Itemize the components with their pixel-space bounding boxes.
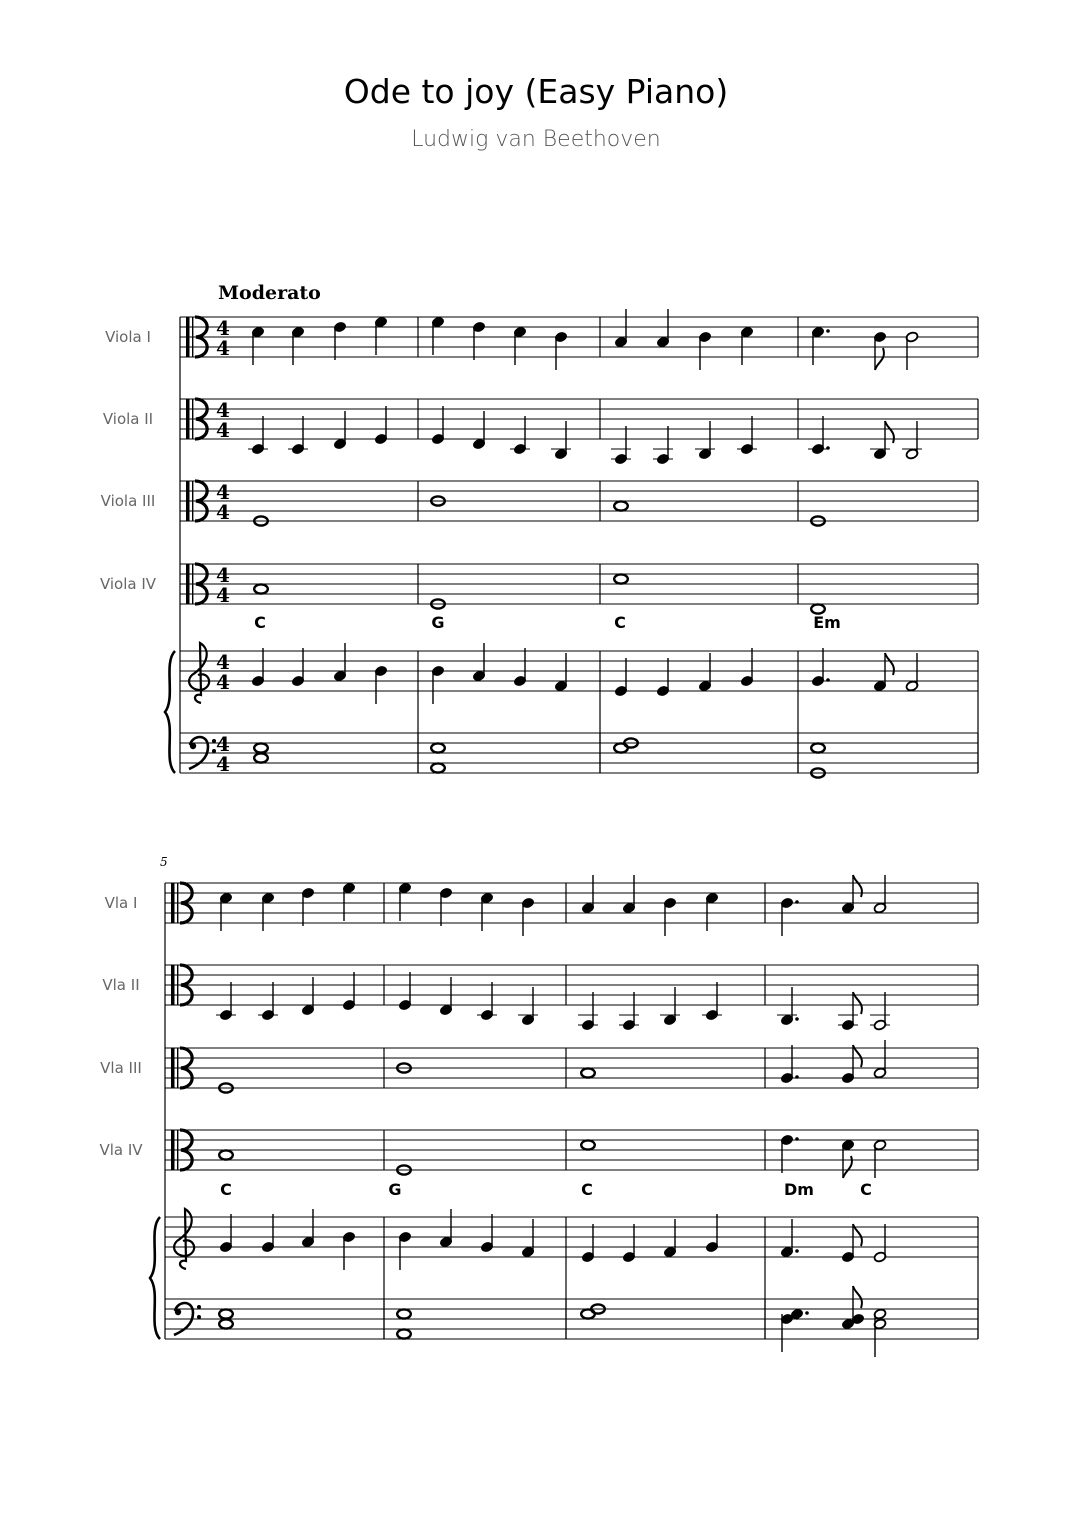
whole-note-head	[254, 743, 268, 752]
staff-label: Vla II	[102, 976, 140, 994]
eighth-flag	[885, 421, 894, 443]
staff-label: Viola II	[102, 410, 154, 428]
chord-symbol: C	[860, 1180, 872, 1199]
staff-4	[99, 1130, 978, 1178]
chord-symbol: C	[254, 613, 266, 632]
whole-note-head	[581, 1140, 595, 1149]
piano-brace	[165, 651, 175, 773]
staff-6	[180, 732, 978, 778]
augmentation-dot	[795, 1075, 799, 1079]
time-signature-top: 4	[216, 650, 230, 674]
time-signature-bottom: 4	[216, 583, 230, 607]
whole-note-head	[219, 1319, 233, 1328]
whole-note-head	[431, 743, 445, 752]
staff-4	[100, 563, 978, 614]
system-1	[100, 309, 978, 778]
time-signature-top: 4	[216, 732, 230, 756]
time-signature-top: 4	[216, 563, 230, 587]
staff-1	[105, 309, 978, 370]
chord-symbol: Dm	[784, 1180, 814, 1199]
music-systems	[99, 309, 978, 1357]
composer-name: Ludwig van Beethoven	[411, 127, 661, 152]
time-signature-bottom: 4	[216, 500, 230, 524]
whole-note-head	[614, 574, 628, 583]
staff-3	[101, 480, 978, 526]
whole-note-head	[219, 1309, 233, 1318]
score-title: Ode to joy (Easy Piano)	[343, 72, 729, 111]
time-signature-bottom: 4	[216, 670, 230, 694]
chord-symbol: C	[220, 1180, 232, 1199]
chord-symbol: G	[431, 613, 445, 632]
whole-note-head	[431, 763, 445, 772]
staff-1	[105, 875, 978, 936]
staff-2	[102, 965, 978, 1031]
staff-3	[100, 1040, 978, 1093]
eighth-flag	[853, 1286, 862, 1308]
whole-note-head	[581, 1068, 595, 1077]
whole-note-head	[254, 584, 268, 593]
system-2	[99, 855, 978, 1357]
piano-brace	[150, 1217, 160, 1339]
staff-label: Vla IV	[99, 1141, 143, 1159]
staff-label: Vla III	[100, 1059, 142, 1077]
staff-label: Vla I	[104, 894, 138, 912]
eighth-flag	[853, 875, 862, 897]
eighth-flag	[843, 1156, 852, 1178]
whole-note-head	[219, 1150, 233, 1159]
augmentation-dot	[795, 1249, 799, 1253]
tempo-marking: Moderato	[218, 282, 321, 304]
time-signature-top: 4	[216, 480, 230, 504]
staff-label: Viola I	[105, 328, 151, 346]
eighth-flag	[885, 653, 894, 675]
augmentation-dot	[795, 1137, 799, 1141]
time-signature-bottom: 4	[216, 336, 230, 360]
staff-label: Viola III	[100, 492, 156, 510]
time-signature-bottom: 4	[216, 418, 230, 442]
time-signature-top: 4	[216, 398, 230, 422]
whole-note-head	[811, 743, 825, 752]
augmentation-dot	[826, 678, 830, 682]
augmentation-dot	[795, 1017, 799, 1021]
augmentation-dot	[826, 329, 830, 333]
chord-symbol: C	[614, 613, 626, 632]
whole-note-head	[397, 1329, 411, 1338]
augmentation-dot	[805, 1311, 809, 1315]
time-signature-top: 4	[216, 316, 230, 340]
staff-label: Viola IV	[99, 575, 157, 593]
chord-symbol: Em	[813, 613, 841, 632]
augmentation-dot	[826, 446, 830, 450]
whole-note-head	[397, 1309, 411, 1318]
time-signature-bottom: 4	[216, 752, 230, 776]
whole-note-head	[614, 501, 628, 510]
staff-6	[165, 1286, 978, 1357]
augmentation-dot	[795, 900, 799, 904]
whole-note-head	[254, 753, 268, 762]
eighth-flag	[875, 348, 884, 370]
chord-symbol: C	[581, 1180, 593, 1199]
chord-symbol: G	[388, 1180, 402, 1199]
measure-number: 5	[160, 855, 168, 869]
staff-2	[103, 398, 978, 465]
